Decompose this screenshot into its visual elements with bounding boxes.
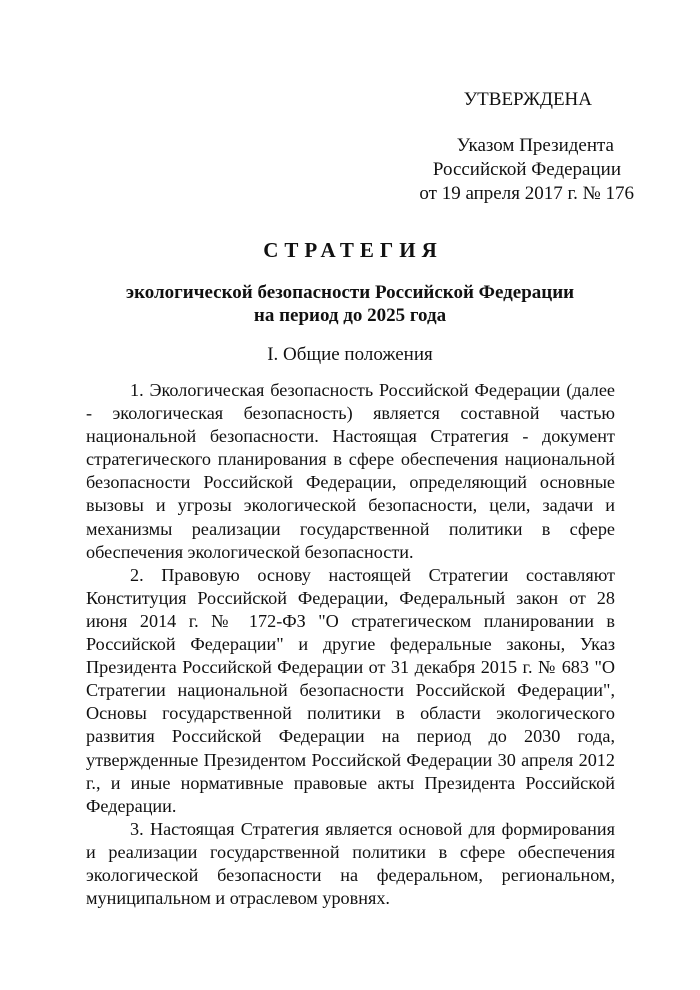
title-block bbox=[0, 238, 700, 327]
document-subtitle bbox=[0, 281, 700, 327]
approval-label: УТВЕРЖДЕНА bbox=[463, 89, 592, 110]
approval-line-date: от 19 апреля 2017 г. № 176 bbox=[419, 183, 634, 204]
approval-line-federation: Российской Федерации bbox=[432, 159, 621, 180]
approval-line-decree: Указом Президента bbox=[456, 135, 614, 156]
subtitle-line-2: на период до 2025 года bbox=[253, 305, 447, 326]
paragraph-2: 2. Правовую основу настоящей Стратегии составляют Конституция Российской Федерации, Федеральный закон от 28 июня 2014 г. № 172-ФЗ "О стратегическом планировании в Российской Федерации" и другие федеральные законы, Указ Президента Российской Федерации от 31 декабря 2015 г. № 683 "О Стратегии национальной безопасности Российской Федерации", Основы государственной политики в области экологического развития Российской Федерации на период до 2030 года, утвержденные Президентом Российской Федерации 30 апреля 2012 г., и иные нормативные правовые акты Президента Российской Федерации. bbox=[86, 564, 615, 816]
section-heading: I. Общие положения bbox=[267, 344, 433, 365]
paragraph-1: 1. Экологическая безопасность Российской Федерации (далее - экологическая безопасность) является составной частью национальной безопасности. Настоящая Стратегия - документ стратегического планирования в сфере обеспечения национальной безопасности Российской Федерации, определяющий основные вызовы и угрозы экологической безопасности, цели, задачи и механизмы реализации государственной политики в сфере обеспечения экологической безопасности. bbox=[86, 380, 615, 562]
body-text bbox=[86, 379, 615, 910]
document-title: СТРАТЕГИЯ bbox=[263, 238, 443, 262]
approval-stamp bbox=[334, 88, 634, 206]
subtitle-line-1: экологической безопасности Российской Федерации bbox=[125, 282, 575, 303]
paragraph-3: 3. Настоящая Стратегия является основой для формирования и реализации государственной политики в сфере обеспечения экологической безопасности на федеральном, региональном, муниципальном и отраслевом уровнях. bbox=[86, 818, 615, 909]
